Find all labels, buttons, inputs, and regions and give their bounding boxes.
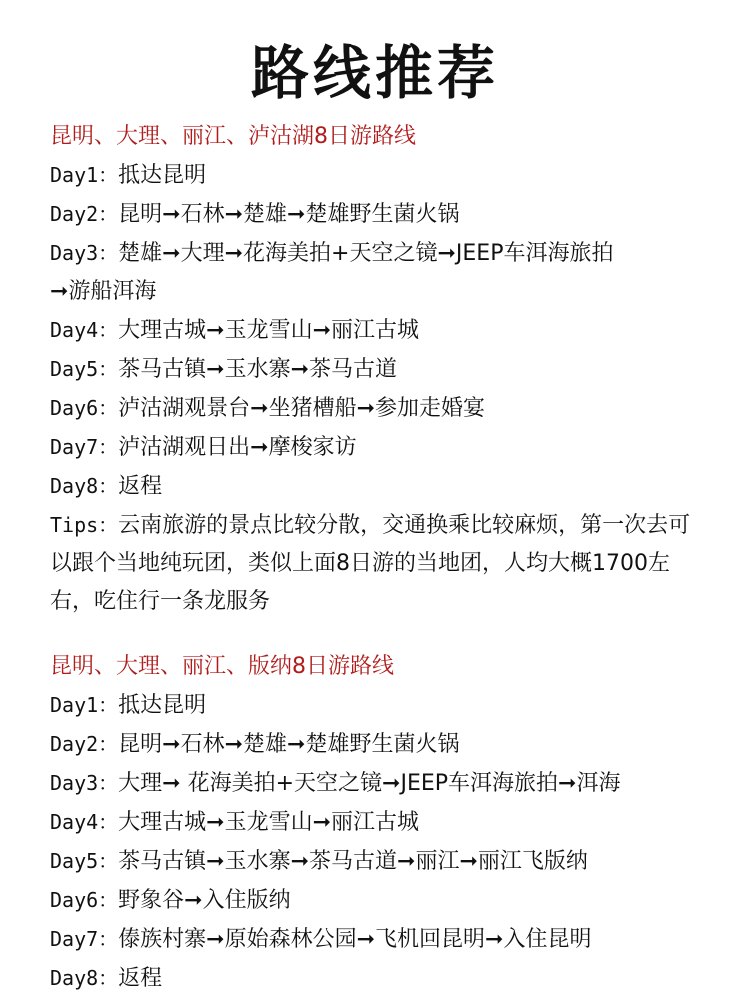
itinerary-day-4 <box>50 803 710 842</box>
route-heading: 昆明、大理、丽江、版纳8日游路线 <box>50 654 394 679</box>
day-label: Day3： <box>50 241 119 265</box>
route-section-1 <box>50 118 710 621</box>
day-text: 昆明➞石林➞楚雄➞楚雄野生菌火锅 <box>118 732 460 757</box>
itinerary-day-1 <box>50 686 710 725</box>
itinerary-day-3 <box>50 764 710 803</box>
day-text: 泸沽湖观景台➞坐猪槽船➞参加走婚宴 <box>118 396 486 421</box>
day-text: 返程 <box>118 966 163 991</box>
itinerary-day-2 <box>50 725 710 764</box>
day-text: 抵达昆明 <box>118 693 207 718</box>
itinerary-day-3-continuation: ➞游船洱海 <box>50 279 157 304</box>
day-label: Day6： <box>50 396 119 420</box>
day-label: Day5： <box>50 849 119 873</box>
day-label: Day6： <box>50 888 119 912</box>
itinerary-day-8 <box>50 959 710 998</box>
day-label: Day8： <box>50 966 119 990</box>
day-text: 大理➞ 花海美拍+天空之镜➞JEEP车洱海旅拍➞洱海 <box>118 771 621 796</box>
itinerary-day-2 <box>50 195 710 234</box>
route-heading: 昆明、大理、丽江、泸沽湖8日游路线 <box>50 124 416 149</box>
itinerary-day-8 <box>50 467 710 506</box>
day-label: Day3： <box>50 771 119 795</box>
day-label: Day7： <box>50 435 119 459</box>
day-label: Day8： <box>50 474 119 498</box>
itinerary-day-4 <box>50 311 710 350</box>
day-label: Day2： <box>50 732 119 756</box>
day-text: 抵达昆明 <box>118 163 207 188</box>
day-text: 茶马古镇➞玉水寨➞茶马古道➞丽江➞丽江飞版纳 <box>118 849 588 874</box>
itinerary-day-5 <box>50 842 710 881</box>
itinerary-day-7 <box>50 920 710 959</box>
tips-paragraph <box>50 506 710 621</box>
day-label: Day1： <box>50 693 119 717</box>
route-section-2 <box>50 648 710 998</box>
day-text: 野象谷➞入住版纳 <box>118 888 291 913</box>
page-title: 路线推荐 <box>250 39 499 107</box>
day-text: 昆明➞石林➞楚雄➞楚雄野生菌火锅 <box>118 202 460 227</box>
day-text: 茶马古镇➞玉水寨➞茶马古道 <box>118 357 398 382</box>
itinerary-day-1 <box>50 156 710 195</box>
itinerary-day-7 <box>50 428 710 467</box>
day-text: 返程 <box>118 474 163 499</box>
day-label: Day1： <box>50 163 119 187</box>
tips-text: 云南旅游的景点比较分散，交通换乘比较麻烦，第一次去可以跟个当地纯玩团，类似上面8日游的当地团，人均大概1700左右，吃住行一条龙服务 <box>50 513 691 614</box>
day-label: Day4： <box>50 810 119 834</box>
day-text: 大理古城➞玉龙雪山➞丽江古城 <box>118 318 420 343</box>
itinerary-day-3 <box>50 234 710 273</box>
day-text: 泸沽湖观日出➞摩梭家访 <box>118 435 357 460</box>
day-text: 傣族村寨➞原始森林公园➞飞机回昆明➞入住昆明 <box>118 927 592 952</box>
day-label: Day5： <box>50 357 119 381</box>
itinerary-day-5 <box>50 350 710 389</box>
tips-label: Tips： <box>50 513 119 537</box>
itinerary-day-6 <box>50 389 710 428</box>
day-text: 大理古城➞玉龙雪山➞丽江古城 <box>118 810 420 835</box>
itinerary-day-6 <box>50 881 710 920</box>
day-label: Day4： <box>50 318 119 342</box>
day-label: Day7： <box>50 927 119 951</box>
day-label: Day2： <box>50 202 119 226</box>
day-text: 楚雄➞大理➞花海美拍+天空之镜➞JEEP车洱海旅拍 <box>118 241 614 266</box>
